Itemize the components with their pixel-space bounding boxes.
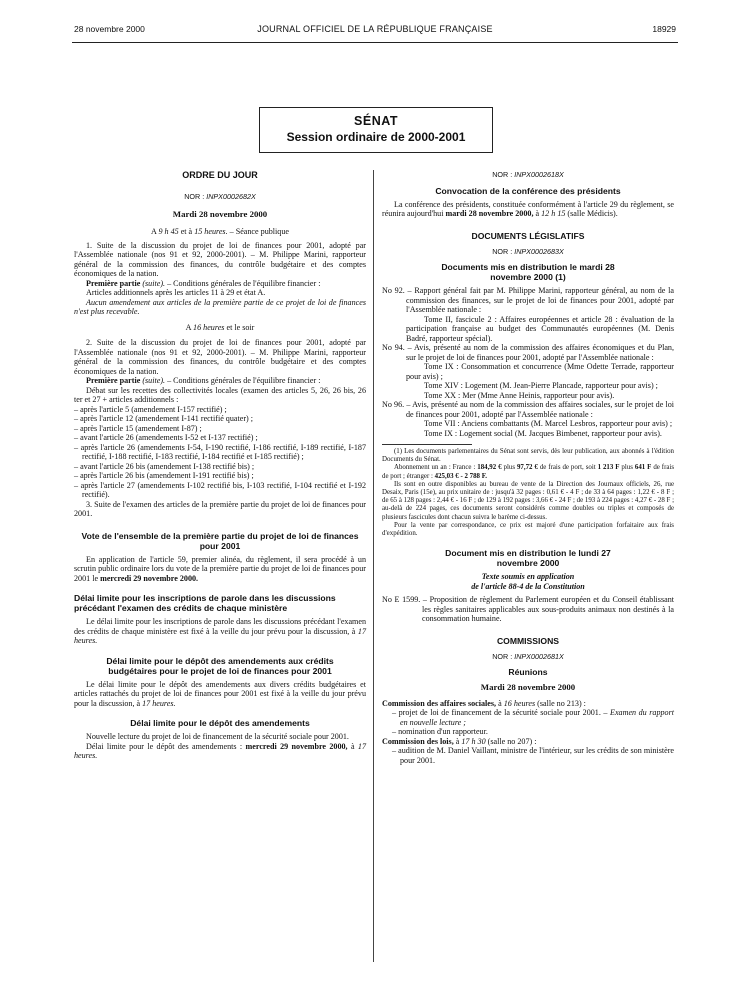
doc-96: No 96. – Avis, présenté au nom de la commission des affaires sociales, sur le projet de loi de finances pour 2001, adopté par l'Assemblée nationale : xyxy=(382,400,674,419)
conference-mid: à xyxy=(533,209,542,218)
footnote-shipping: Pour la vente par correspondance, ce prix est majoré d'une participation forfaitaire aux frais d'expédition. xyxy=(382,521,674,538)
delai3-body: Délai limite pour le dépôt des amendements : xyxy=(86,741,246,751)
header-date: 28 novembre 2000 xyxy=(74,24,145,34)
nor-code: INPX0002682X xyxy=(206,192,256,201)
vote-date: mercredi 29 novembre 2000. xyxy=(100,573,199,583)
doc-94-tome-2: Tome XIV : Logement (M. Jean-Pierre Plancade, rapporteur pour avis) ; xyxy=(424,381,658,390)
vote-body: En application de l'article 59, premier alinéa, du règlement, il sera procédé à un scrutin public ordinaire lors du vote de la première partie du projet de loi de finances pour 2001 le xyxy=(74,554,366,583)
list-item: – avant l'article 26 bis (amendement I-138 rectifié bis) ; xyxy=(74,462,366,472)
article-list xyxy=(74,405,366,500)
session1-mid: et à xyxy=(178,227,195,236)
reunions-title: Réunions xyxy=(508,667,548,678)
list-item: – après l'article 5 (amendement I-157 rectifié) ; xyxy=(74,405,366,415)
session1-post: – Séance publique xyxy=(227,227,289,236)
cas-mid: à xyxy=(496,698,504,708)
delai3-title: Délai limite pour le dépôt des amendements xyxy=(130,718,310,728)
list-item: – après l'article 26 (amendements I-54, I-190 rectifié, I-186 rectifié, I-189 rectifié, I-187 rectifié, I-188 rectifié, I-183 rectifié, I-184 rectifié et I-185 rectifié) ; xyxy=(74,443,366,462)
delai3-mid: à xyxy=(347,741,358,751)
nor-reference xyxy=(382,170,674,180)
delai1-time: 17 heures. xyxy=(74,626,366,645)
fn-price: 97,72 € xyxy=(516,464,538,472)
agenda-item-1: 1. Suite de la discussion du projet de loi de finances pour 2001, adopté par l'Assemblée nationale (nos 91 et 92, 2000-2001). – M. Philippe Marini, rapporteur général de la commission des finances, du contrôle budgétaire et des comptes économiques de la nation. xyxy=(74,240,366,278)
docs-legislatifs-title: DOCUMENTS LÉGISLATIFS xyxy=(471,230,585,241)
pp1-rest: – Conditions générales de l'équilibre financier : xyxy=(165,278,321,288)
delai2-text xyxy=(74,680,366,709)
nor-reference xyxy=(74,192,366,202)
list-item: – audition de M. Daniel Vaillant, ministre de l'intérieur, sur les crédits de son ministère pour 2001. xyxy=(392,746,674,765)
premiere-partie-2 xyxy=(74,376,366,386)
banner-title: SÉNAT xyxy=(354,114,398,128)
delai2-time: 17 heures. xyxy=(142,698,176,708)
delai2-body: Le délai limite pour le dépôt des amendements aux divers crédits budgétaires et articles rattachés du projet de loi de finances pour 2001 est fixé à la veille du jour prévu pour la discussion, à xyxy=(74,679,366,708)
doc-94: No 94. – Avis, présenté au nom de la commission des affaires économiques et du Plan, sur le projet de loi de finances pour 2001, adopté par l'Assemblée nationale : xyxy=(382,343,674,362)
agenda-item-3: 3. Suite de l'examen des articles de la première partie du projet de loi de finances pour 2001. xyxy=(74,499,366,518)
list-item: – après l'article 27 (amendements I-102 rectifié bis, I-103 rectifié, I-104 rectifié et I-192 rectifié). xyxy=(74,481,366,500)
docs2-subtitle-2: de l'article 88-4 de la Constitution xyxy=(471,581,585,591)
vote-text xyxy=(74,555,366,584)
fn-part: de frais de port, soit xyxy=(537,464,598,472)
right-column xyxy=(382,170,674,765)
list-item: – avant l'article 26 (amendements I-52 et I-137 rectifié) ; xyxy=(74,433,366,443)
session-date: Mardi 28 novembre 2000 xyxy=(172,208,268,219)
docs-distribution-title: Documents mis en distribution le mardi 28 novembre 2000 (1) xyxy=(441,262,615,282)
fn-part: Abonnement un an : France : xyxy=(394,464,478,472)
header-page-number: 18929 xyxy=(652,24,676,34)
cl-time: 17 h 30 xyxy=(461,736,486,746)
docs2-subtitle-1: Texte soumis en application xyxy=(481,572,575,582)
cas-room: (salle no 213) : xyxy=(535,698,586,708)
doc-e1599: No E 1599. – Proposition de règlement du Parlement européen et du Conseil établissant les règles sanitaires applicables aux sous-produits animaux non destinés à la consommation humaine. xyxy=(382,595,674,624)
session2-time: 16 heures xyxy=(193,322,225,332)
nor-label: NOR : xyxy=(184,192,207,201)
doc-94-tome-1: Tome IX : Consommation et concurrence (Mme Odette Terrade, rapporteur pour avis) ; xyxy=(406,362,674,381)
articles-additionnels: Articles additionnels après les articles 11 à 29 et état A. xyxy=(86,288,266,297)
list-item: – après l'article 15 (amendement I-87) ; xyxy=(74,424,366,434)
session2-pre: A xyxy=(185,322,194,332)
delai3-text: Nouvelle lecture du projet de loi de financement de la sécurité sociale pour 2001. xyxy=(86,732,349,741)
session1-time-line xyxy=(74,227,366,237)
doc-94-tome-3: Tome XX : Mer (Mme Anne Heinis, rapporteur pour avis). xyxy=(424,390,615,400)
nor-label: NOR : xyxy=(492,170,515,179)
senat-banner xyxy=(259,107,493,153)
header-rule xyxy=(72,42,678,43)
pp2-bold: Première partie xyxy=(86,376,141,385)
nor-code: INPX0002683X xyxy=(514,246,564,256)
commissions-title: COMMISSIONS xyxy=(496,635,560,646)
nor-code: INPX0002618X xyxy=(514,170,564,179)
fn-price: 184,92 € xyxy=(477,464,502,472)
premiere-partie-1 xyxy=(74,279,366,289)
conference-date: mardi 28 novembre 2000, xyxy=(445,209,534,218)
session2-time-line xyxy=(74,323,366,333)
session1-time: 9 h 45 xyxy=(158,227,179,236)
cas-item-1: projet de loi de financement de la sécurité sociale pour 2001. – xyxy=(398,708,608,718)
list-item: – après l'article 26 bis (amendement I-191 rectifié bis) ; xyxy=(74,471,366,481)
commission-affaires-sociales xyxy=(382,699,674,709)
header-journal-title: JOURNAL OFFICIEL DE LA RÉPUBLIQUE FRANÇAISE xyxy=(257,24,493,34)
delai2-title: Délai limite pour le dépôt des amendements aux crédits budgétaires pour le projet de loi de finances pour 2001 xyxy=(106,655,334,676)
doc-96-tome-1: Tome VII : Anciens combattants (M. Marcel Lesbros, rapporteur pour avis) ; xyxy=(424,419,673,428)
fn-part: de frais de port ; étranger : xyxy=(382,464,675,480)
nor-code: INPX0002681X xyxy=(514,651,564,661)
banner-subtitle: Session ordinaire de 2000-2001 xyxy=(286,130,466,144)
session1-time2: 15 heures. xyxy=(194,227,228,236)
fn-part: plus xyxy=(619,464,635,472)
list-item: – nomination d'un rapporteur. xyxy=(392,727,674,737)
cl-mid: à xyxy=(453,736,462,746)
session2-post: et le soir xyxy=(224,322,255,332)
delai1-title: Délai limite pour les inscriptions de parole dans les discussions précédant l'examen des crédits de chaque ministère xyxy=(74,593,336,613)
cas-time: 16 heures xyxy=(503,698,536,708)
cl-name: Commission des lois, xyxy=(382,736,454,746)
amendment-note: Aucun amendement aux articles de la première partie de ce projet de loi de finances n'est plus recevable. xyxy=(74,297,366,316)
footnote-prices: Ils sont en outre disponibles au bureau de vente de la Direction des Journaux officiels, 26, rue Desaix, Paris (15e), au prix unitaire de : jusqu'à 32 pages : 0,61 € - 4 F ; de 33 à 64 pages : 1,22 € - 8 F ; de 65 à 128 pages : 2,44 € - 16 F ; de 129 à 192 pages : 3,66 € - 24 F ; de 193 à 224 pages : 4,27 € - 28 F ; au-delà de 224 pages, ces documents seront considérés comme doubles ou triples et composés de plusieurs fascicules dont chacun suivra le barème ci-dessus. xyxy=(382,480,674,521)
conference-text xyxy=(382,200,674,219)
pp1-italic: (suite). xyxy=(140,278,166,288)
conference-body: La conférence des présidents, constituée conformément à l'article 29 du règlement, se réunira aujourd'hui xyxy=(382,199,674,218)
cas-list xyxy=(382,708,674,737)
pp1-bold: Première partie xyxy=(86,278,141,288)
commission-lois xyxy=(382,737,674,747)
fn-part: plus xyxy=(501,464,517,472)
footnote-1: (1) Les documents parlementaires du Sénat sont servis, dès leur publication, aux abonnés à l'édition Documents du Sénat. xyxy=(382,448,674,464)
pp2-italic: (suite). xyxy=(140,376,166,385)
nor-label: NOR : xyxy=(492,246,515,256)
debat-text: Débat sur les recettes des collectivités locales (examen des articles 5, 26, 26 bis, 26 ter et 27 + articles additionnels : xyxy=(74,385,366,404)
doc-96-tome-2: Tome IX : Logement social (M. Jacques Bimbenet, rapporteur pour avis). xyxy=(424,428,662,438)
cas-name: Commission des affaires sociales, xyxy=(382,698,497,708)
column-divider xyxy=(373,170,374,962)
delai3-date: mercredi 29 novembre 2000, xyxy=(245,741,348,751)
fn-price: 425,03 € - 2 788 F. xyxy=(434,472,488,480)
footnote-subscription xyxy=(382,464,674,480)
delai1-text xyxy=(74,617,366,646)
conference-room: (salle Médicis). xyxy=(565,209,618,218)
conference-title: Convocation de la conférence des présidents xyxy=(435,185,621,196)
doc-92: No 92. – Rapport général fait par M. Philippe Marini, rapporteur général, au nom de la commission des finances, sur le projet de loi de finances pour 2001, adopté par l'Assemblée nationale : xyxy=(382,286,674,314)
cas-item-1-note: Examen du rapport en nouvelle lecture ; xyxy=(400,708,674,727)
cl-list xyxy=(382,746,674,765)
footnote-rule xyxy=(382,444,472,445)
pp2-rest: – Conditions générales de l'équilibre financier : xyxy=(165,376,321,385)
cl-room: (salle no 207) : xyxy=(485,736,537,746)
list-item xyxy=(392,708,674,727)
delai1-body: Le délai limite pour les inscriptions de parole dans les discussions précédant l'examen des crédits de chaque ministère est fixé à la veille du jour prévu pour la discussion, à xyxy=(74,617,366,636)
session1-pre: A xyxy=(151,227,159,236)
vote-title: Vote de l'ensemble de la première partie du projet de loi de finances pour 2001 xyxy=(81,530,359,551)
delai3-line xyxy=(74,742,366,761)
nor-reference xyxy=(382,652,674,662)
fn-price: 641 F xyxy=(634,464,652,472)
conference-time: 12 h 15 xyxy=(541,209,566,218)
left-column xyxy=(74,170,366,761)
nor-reference xyxy=(382,247,674,257)
doc-92-tome: Tome II, fascicule 2 : Affaires européennes et article 28 : évaluation de la participation française au budget des Communautés européennes (M. Denis Badré, rapporteur spécial). xyxy=(406,314,674,343)
fn-price: 1 213 F xyxy=(597,464,620,472)
commission-date: Mardi 28 novembre 2000 xyxy=(480,682,576,693)
nor-label: NOR : xyxy=(492,651,515,661)
list-item: – après l'article 12 (amendement I-141 rectifié quater) ; xyxy=(74,414,366,424)
page-header xyxy=(74,24,676,38)
agenda-item-2: 2. Suite de la discussion du projet de loi de finances pour 2001, adopté par l'Assemblée nationale (nos 91 et 92, 2000-2001). – M. Philippe Marini, rapporteur général de la commission des finances, du contrôle budgétaire et des comptes économiques de la nation. xyxy=(74,338,366,376)
ordre-du-jour-title: ORDRE DU JOUR xyxy=(182,170,258,180)
delai3-time: 17 heures. xyxy=(74,741,367,760)
docs2-title: Document mis en distribution le lundi 27 novembre 2000 xyxy=(445,548,611,569)
